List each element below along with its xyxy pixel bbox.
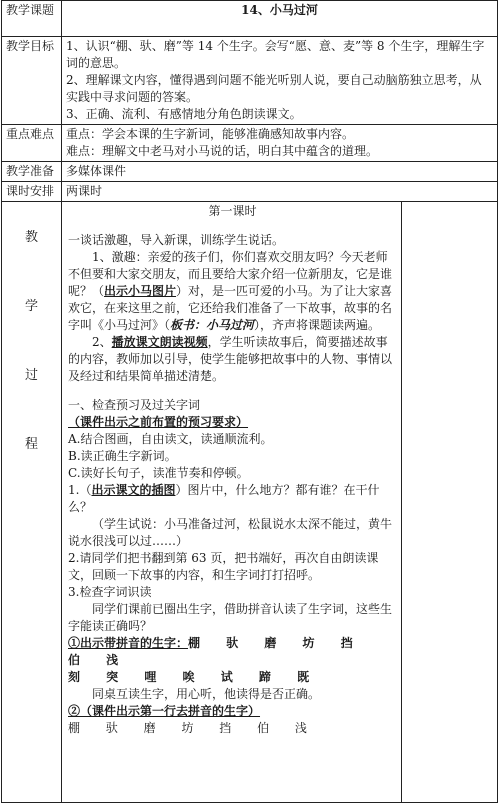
paragraph-1 bbox=[68, 249, 397, 334]
section-1-item-c: C.读好长句子，读准节奏和停顿。 bbox=[68, 466, 249, 480]
chars-row-1: 棚 驮 磨 坊 挡 伯 浅 bbox=[68, 636, 364, 667]
schedule-value: 两课时 bbox=[62, 182, 498, 202]
p1-text-a: 1、激趣：亲爱的孩子们，你们喜欢交朋友吗？今天老师不但要和大家交朋友，而且要给大家介绍一位新朋友，它是谁呢？（ bbox=[68, 250, 393, 298]
section-1-item-a: A.结合图画，自由读文，读通顺流利。 bbox=[68, 432, 273, 446]
p2-text-a: 2、 bbox=[92, 335, 112, 349]
goals-cell bbox=[62, 37, 498, 125]
intro-line: 一谈话激趣，导入新课，训练学生说话。 bbox=[68, 233, 285, 247]
p2-text-b: ，学生听读故事后，简要描述故事的内容，教师加以引导，使学生能够把故事中的人物、事情以及经过和结果简单描述清楚。 bbox=[68, 335, 393, 383]
prep-label: 教学准备 bbox=[2, 162, 62, 182]
goals-label: 教学目标 bbox=[2, 37, 62, 125]
keypoints-label: 重点难点 bbox=[2, 125, 62, 162]
lesson-period-title: 第一课时 bbox=[208, 204, 257, 218]
process-label bbox=[6, 203, 57, 479]
section-1-requirement: （课件出示之前布置的预习要求） bbox=[68, 415, 249, 429]
topic-label: 教学课题 bbox=[2, 1, 62, 37]
process-label-char-4: 程 bbox=[24, 437, 38, 452]
chars-note: 同桌互读生字，用心听，他读得是否正确。 bbox=[92, 687, 321, 701]
keypoint-difficulty: 难点：理解文中老马对小马说的话，明白其中蕴含的道理。 bbox=[66, 144, 379, 158]
p1-board: 板书：小马过河 bbox=[170, 318, 255, 332]
section-1-title: 一、检查预习及过关字词 bbox=[68, 398, 201, 412]
chars-with-pinyin-heading: ①出示带拼音的生字： bbox=[68, 636, 189, 650]
prep-value: 多媒体课件 bbox=[62, 162, 498, 182]
s1-1-text-a: 1.（ bbox=[68, 483, 92, 497]
p1-text-c: ），齐声将课题读两遍。 bbox=[254, 318, 381, 332]
s1-1-show-illustration: 出示课文的插图 bbox=[91, 483, 176, 497]
section-1-step-2: 2.请同学们把书翻到第 63 页，把书端好，再次自由朗读课文，回顾一下故事的内容，和生字词打打招呼。 bbox=[68, 551, 379, 582]
keypoints-cell bbox=[62, 125, 498, 162]
schedule-label: 课时安排 bbox=[2, 182, 62, 202]
chars-with-pinyin-row-1 bbox=[68, 635, 397, 669]
keypoint-focus: 重点：学会本课的生字新词，能够准确感知故事内容。 bbox=[66, 127, 355, 141]
chars-row-3: 棚 驮 磨 坊 挡 伯 浅 bbox=[68, 721, 318, 735]
p1-show-picture: 出示小马图片 bbox=[104, 284, 177, 298]
process-cell bbox=[62, 202, 498, 803]
lesson-plan-table bbox=[1, 0, 498, 803]
p2-play-video: 播放课文朗读视频 bbox=[111, 335, 208, 349]
lesson-title: 14、小马过河 bbox=[62, 1, 498, 37]
section-1-step-1-answer: （学生试说：小马准备过河，松鼠说水太深不能过，黄牛说水很浅可以过……） bbox=[68, 517, 393, 548]
paragraph-2 bbox=[68, 334, 397, 385]
process-label-char-1: 教 bbox=[24, 230, 38, 245]
process-label-cell bbox=[2, 202, 62, 803]
goal-2: 2、理解课文内容，懂得遇到问题不能光听别人说，要自己动脑筋独立思考，从实践中寻求问题的答案。 bbox=[66, 73, 482, 104]
process-label-char-2: 学 bbox=[24, 299, 38, 314]
goal-3: 3、正确、流利、有感情地分角色朗读课文。 bbox=[66, 107, 302, 121]
goal-1: 1、认识“棚、驮、磨”等 14 个生字。会写“愿、意、麦”等 8 个生字，理解生字词的意思。 bbox=[66, 39, 485, 70]
p1-text-b: ）对，是一匹可爱的小马。为了让大家喜欢它，在来这里之前，它还给我们准备了一下故事，故事的名字叫《小马过河》（ bbox=[68, 284, 393, 332]
section-1-step-3-text: 同学们课前已圈出生字，借助拼音认读了生字词，这些生字能读正确吗？ bbox=[68, 602, 393, 633]
chars-row-2: 刻 突 哩 唉 试 蹄 既 bbox=[68, 670, 321, 684]
section-1-item-b: B.读正确生字新词。 bbox=[68, 449, 177, 463]
section-1-step-3: 3.检查字词识读 bbox=[68, 585, 152, 599]
chars-without-pinyin-heading: ②（课件出示第一行去拼音的生字） bbox=[68, 704, 261, 718]
section-1-step-1 bbox=[68, 482, 397, 516]
process-column bbox=[62, 202, 402, 802]
s1-1-text-b: ）图片中，什么地方？都有谁？在干什么？ bbox=[68, 483, 380, 514]
process-label-char-3: 过 bbox=[24, 368, 38, 383]
